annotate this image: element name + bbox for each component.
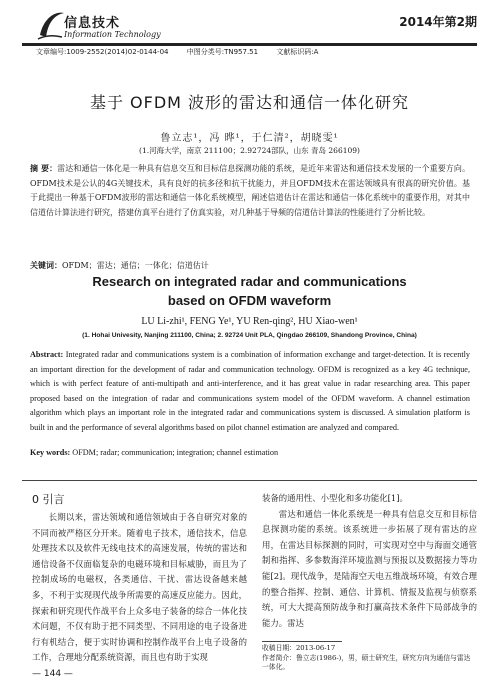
title-en-line1: Research on integrated radar and communications <box>92 274 407 289</box>
keywords-en-text: OFDM; radar; communication; integration; channel estimation <box>72 448 279 457</box>
footnote-bio: 作者简介：鲁立志(1986-)，男，硕士研究生，研究方向为通信与雷达一体化。 <box>262 653 471 671</box>
classification-number: 中图分类号:TN957.51 <box>186 48 259 56</box>
abstract-cn-text: 雷达和通信一体化是一种具有信息交互和目标信息探测功能的系统，是近年来雷达和通信技术发展的一个重要方向。OFDM技术是公认的4G关键技术，具有良好的抗多径和抗干扰能力，并且OFDM技术在雷达领域具有很高的研究价值。基于此提出一种基于OFDM波形的雷达和通信一体化系统模型，阐述信道估计在雷达和通信一体化系统中的重要作用，对其中信道估计算法进行研究，搭建仿真平台进行了仿真实验，对几种基于导频的信道估计算法的性能进行了分析比较。 <box>30 164 470 217</box>
journal-name-en: Information Technology <box>64 30 161 39</box>
affiliation-cn: (1.河海大学，南京 211100；2.92724部队，山东 青岛 266109) <box>139 146 360 155</box>
authors-cn: 鲁立志¹，冯 晔¹，于仁清²，胡晓雯¹ <box>160 133 339 144</box>
abstract-en-text: Integrated radar and communications system is a combination of information exchange and target-detection. It is recently an important direction for the development of radar and communication technology. OFDM is recognized as a key 4G technique, which is with perfect feature of anti-multipath and anti-interference, and it has great value in radar researching area. This paper proposed based on the integration of radar and communications system model of the OFDM waveform. A channel estimation algorithm which plays an important role in the integrated radar and communications system is discussed. A simulation platform is built in and the performance of several algorithms based on pilot channel estimation are analyzed and compared. <box>30 350 471 432</box>
body-paragraph: 雷达和通信一体化系统是一种具有信息交互和目标信息探测功能的系统。该系统进一步拓展了现有雷达的应用，在雷达目标探测的同时，可实现对空中与海面交通管制和指挥、多参数海洋环境监测与预报以及数据接力等功能[2]。现代战争，是陆海空天电五维战场环境，有效合理的整合指挥、控制、通信、计算机、情报及监视与侦察系统，可大大提高预防战争和打赢高技术条件下局部战争的能力。雷达 <box>262 508 477 628</box>
authors-en: LU Li-zhi¹, FENG Ye¹, YU Ren-qing², HU Xiao-wen¹ <box>141 316 358 327</box>
affiliation-en: (1. Hohai Univesity, Nanjing 211100, China; 2. 92724 Unit PLA, Qingdao 266109, Shandong Province, China) <box>82 332 417 339</box>
journal-name-cn: 信息技术 <box>64 16 121 31</box>
journal-logo <box>36 9 166 43</box>
keywords-cn-text: OFDM；雷达；通信；一体化；信道估计 <box>62 261 209 270</box>
footnote-rule <box>262 641 342 642</box>
footnote <box>262 644 477 673</box>
header-rule <box>22 43 477 46</box>
issue-label: 2014年第2期 <box>399 15 477 29</box>
journal-swoosh-icon <box>36 9 66 43</box>
keywords-en <box>30 448 470 457</box>
body-right-column <box>262 491 477 631</box>
body-paragraph: 长期以来，雷达领域和通信领域由于各自研究对象的不同而被严格区分开来。随着电子技术，通信技术，信息处理技术以及软件无线电技术的高速发展，传统的雷达和通信设备不仅面临复杂的电磁环境和目标威胁，而且为了控制成场的电磁权，各类通信、干扰、雷达设备越来越多，不利于实现现代战争所需要的高速反应能力。因此，探索和研究现代作战平台上众多电子装备的综合一体化技术问题，不仅有助于把不同类型、不同用途的电子设备进行有机结合，便于实时协调和控制作战平台上电子设备的工作，合理地分配系统资源，而且也有助于实现 <box>32 512 247 663</box>
abstract-cn <box>30 162 470 220</box>
document-code: 文献标识码:A <box>276 48 319 56</box>
section-heading: 0 引言 <box>32 493 65 506</box>
keywords-cn <box>30 260 470 271</box>
section-divider <box>22 480 477 481</box>
article-number: 文章编号:1009-2552(2014)02-0144-04 <box>36 48 169 56</box>
title-cn: 基于 OFDM 波形的雷达和通信一体化研究 <box>89 93 410 112</box>
keywords-cn-label: 关键词： <box>30 261 62 270</box>
keywords-en-label: Key words: <box>30 448 71 457</box>
abstract-cn-label: 摘 要： <box>30 164 58 173</box>
page-number: — 144 — <box>32 669 73 679</box>
body-left-column <box>32 510 247 666</box>
title-en-line2: based on OFDM waveform <box>167 293 332 308</box>
footnote-received: 收稿日期：2013-06-17 <box>262 644 336 652</box>
article-meta <box>36 47 334 57</box>
body-paragraph: 装备的通用性、小型化和多功能化[1]。 <box>262 493 408 503</box>
abstract-en <box>30 348 470 436</box>
abstract-en-label: Abstract: <box>30 350 64 359</box>
